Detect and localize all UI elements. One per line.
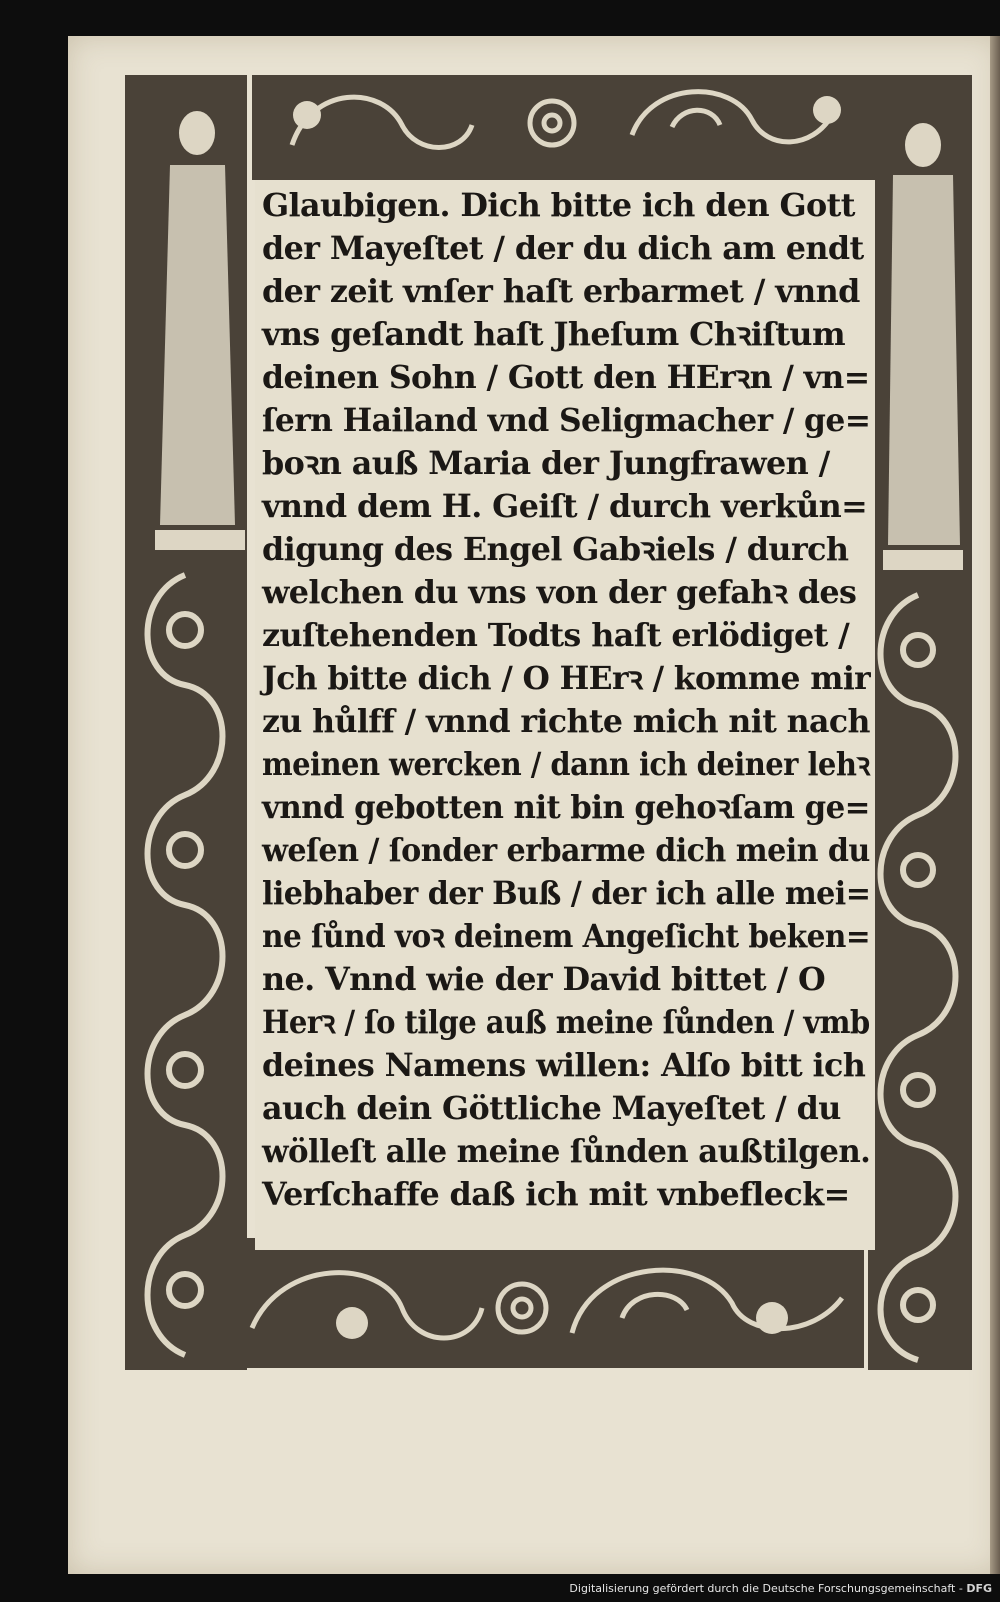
text-line: der Mayeſtet / der du dich am endt — [262, 229, 864, 267]
page-text — [262, 184, 874, 1216]
text-line: meinen wercken / dann ich deiner lehꝛ — [262, 745, 870, 783]
text-line: zu hůlff / vnnd richte mich nit nach — [262, 702, 870, 740]
scroll-ornament-bottom — [232, 1238, 864, 1368]
text-line: boꝛn auß Maria der Jungfrawen / — [262, 444, 830, 482]
right-ornament-border — [868, 75, 972, 1370]
digitization-credit — [569, 1582, 992, 1595]
text-line: digung des Engel Gabꝛiels / durch — [262, 530, 849, 568]
text-line: auch dein Göttliche Mayeſtet / du — [262, 1089, 841, 1127]
text-line: deinen Sohn / Gott den HErꝛn / vn= — [262, 358, 870, 396]
text-line: Verſchaffe daß ich mit vnbefleck= — [262, 1175, 850, 1213]
left-ornament-border — [125, 75, 247, 1370]
saint-figure-left-pillar — [125, 75, 247, 1370]
text-line: Glaubigen. Dich bitte ich den Gott — [262, 186, 855, 224]
text-line: zuſtehenden Todts haſt erlödiget / — [262, 616, 850, 654]
text-line: ſern Hailand vnd Seligmacher / ge= — [262, 401, 871, 439]
text-line: ne. Vnnd wie der David bittet / O — [262, 960, 826, 998]
text-line: vnnd dem H. Geiſt / durch verkůn= — [262, 487, 868, 525]
text-line: Jch bitte dich / O HErꝛ / komme mir — [262, 659, 871, 697]
text-line: vns geſandt haſt Jheſum Chꝛiſtum — [262, 315, 845, 353]
text-line: liebhaber der Buß / der ich alle mei= — [262, 874, 871, 912]
scroll-ornament-top — [252, 75, 874, 180]
saint-figure-right-pillar — [868, 75, 972, 1370]
page-edge — [990, 36, 1000, 1574]
text-line: Herꝛ / ſo tilge auß meine ſůnden / vmb — [262, 1003, 870, 1041]
bottom-ornament-border — [232, 1238, 864, 1368]
text-line: welchen du vns von der gefahꝛ des — [262, 573, 857, 611]
text-line: weſen / ſonder erbarme dich mein du — [262, 831, 870, 869]
top-ornament-border — [252, 75, 874, 180]
dfg-logo: DFG — [966, 1582, 992, 1595]
text-line: ne ſůnd voꝛ deinem Angeſicht beken= — [262, 917, 871, 955]
text-line: wölleſt alle meine ſůnden außtilgen. — [262, 1132, 871, 1170]
credit-text: Digitalisierung gefördert durch die Deutsche Forschungsgemeinschaft - — [569, 1582, 963, 1595]
text-line: deines Namens willen: Alſo bitt ich — [262, 1046, 866, 1084]
text-line: der zeit vnſer haſt erbarmet / vnnd — [262, 272, 860, 310]
text-line: vnnd gebotten nit bin gehoꝛſam ge= — [262, 788, 870, 826]
